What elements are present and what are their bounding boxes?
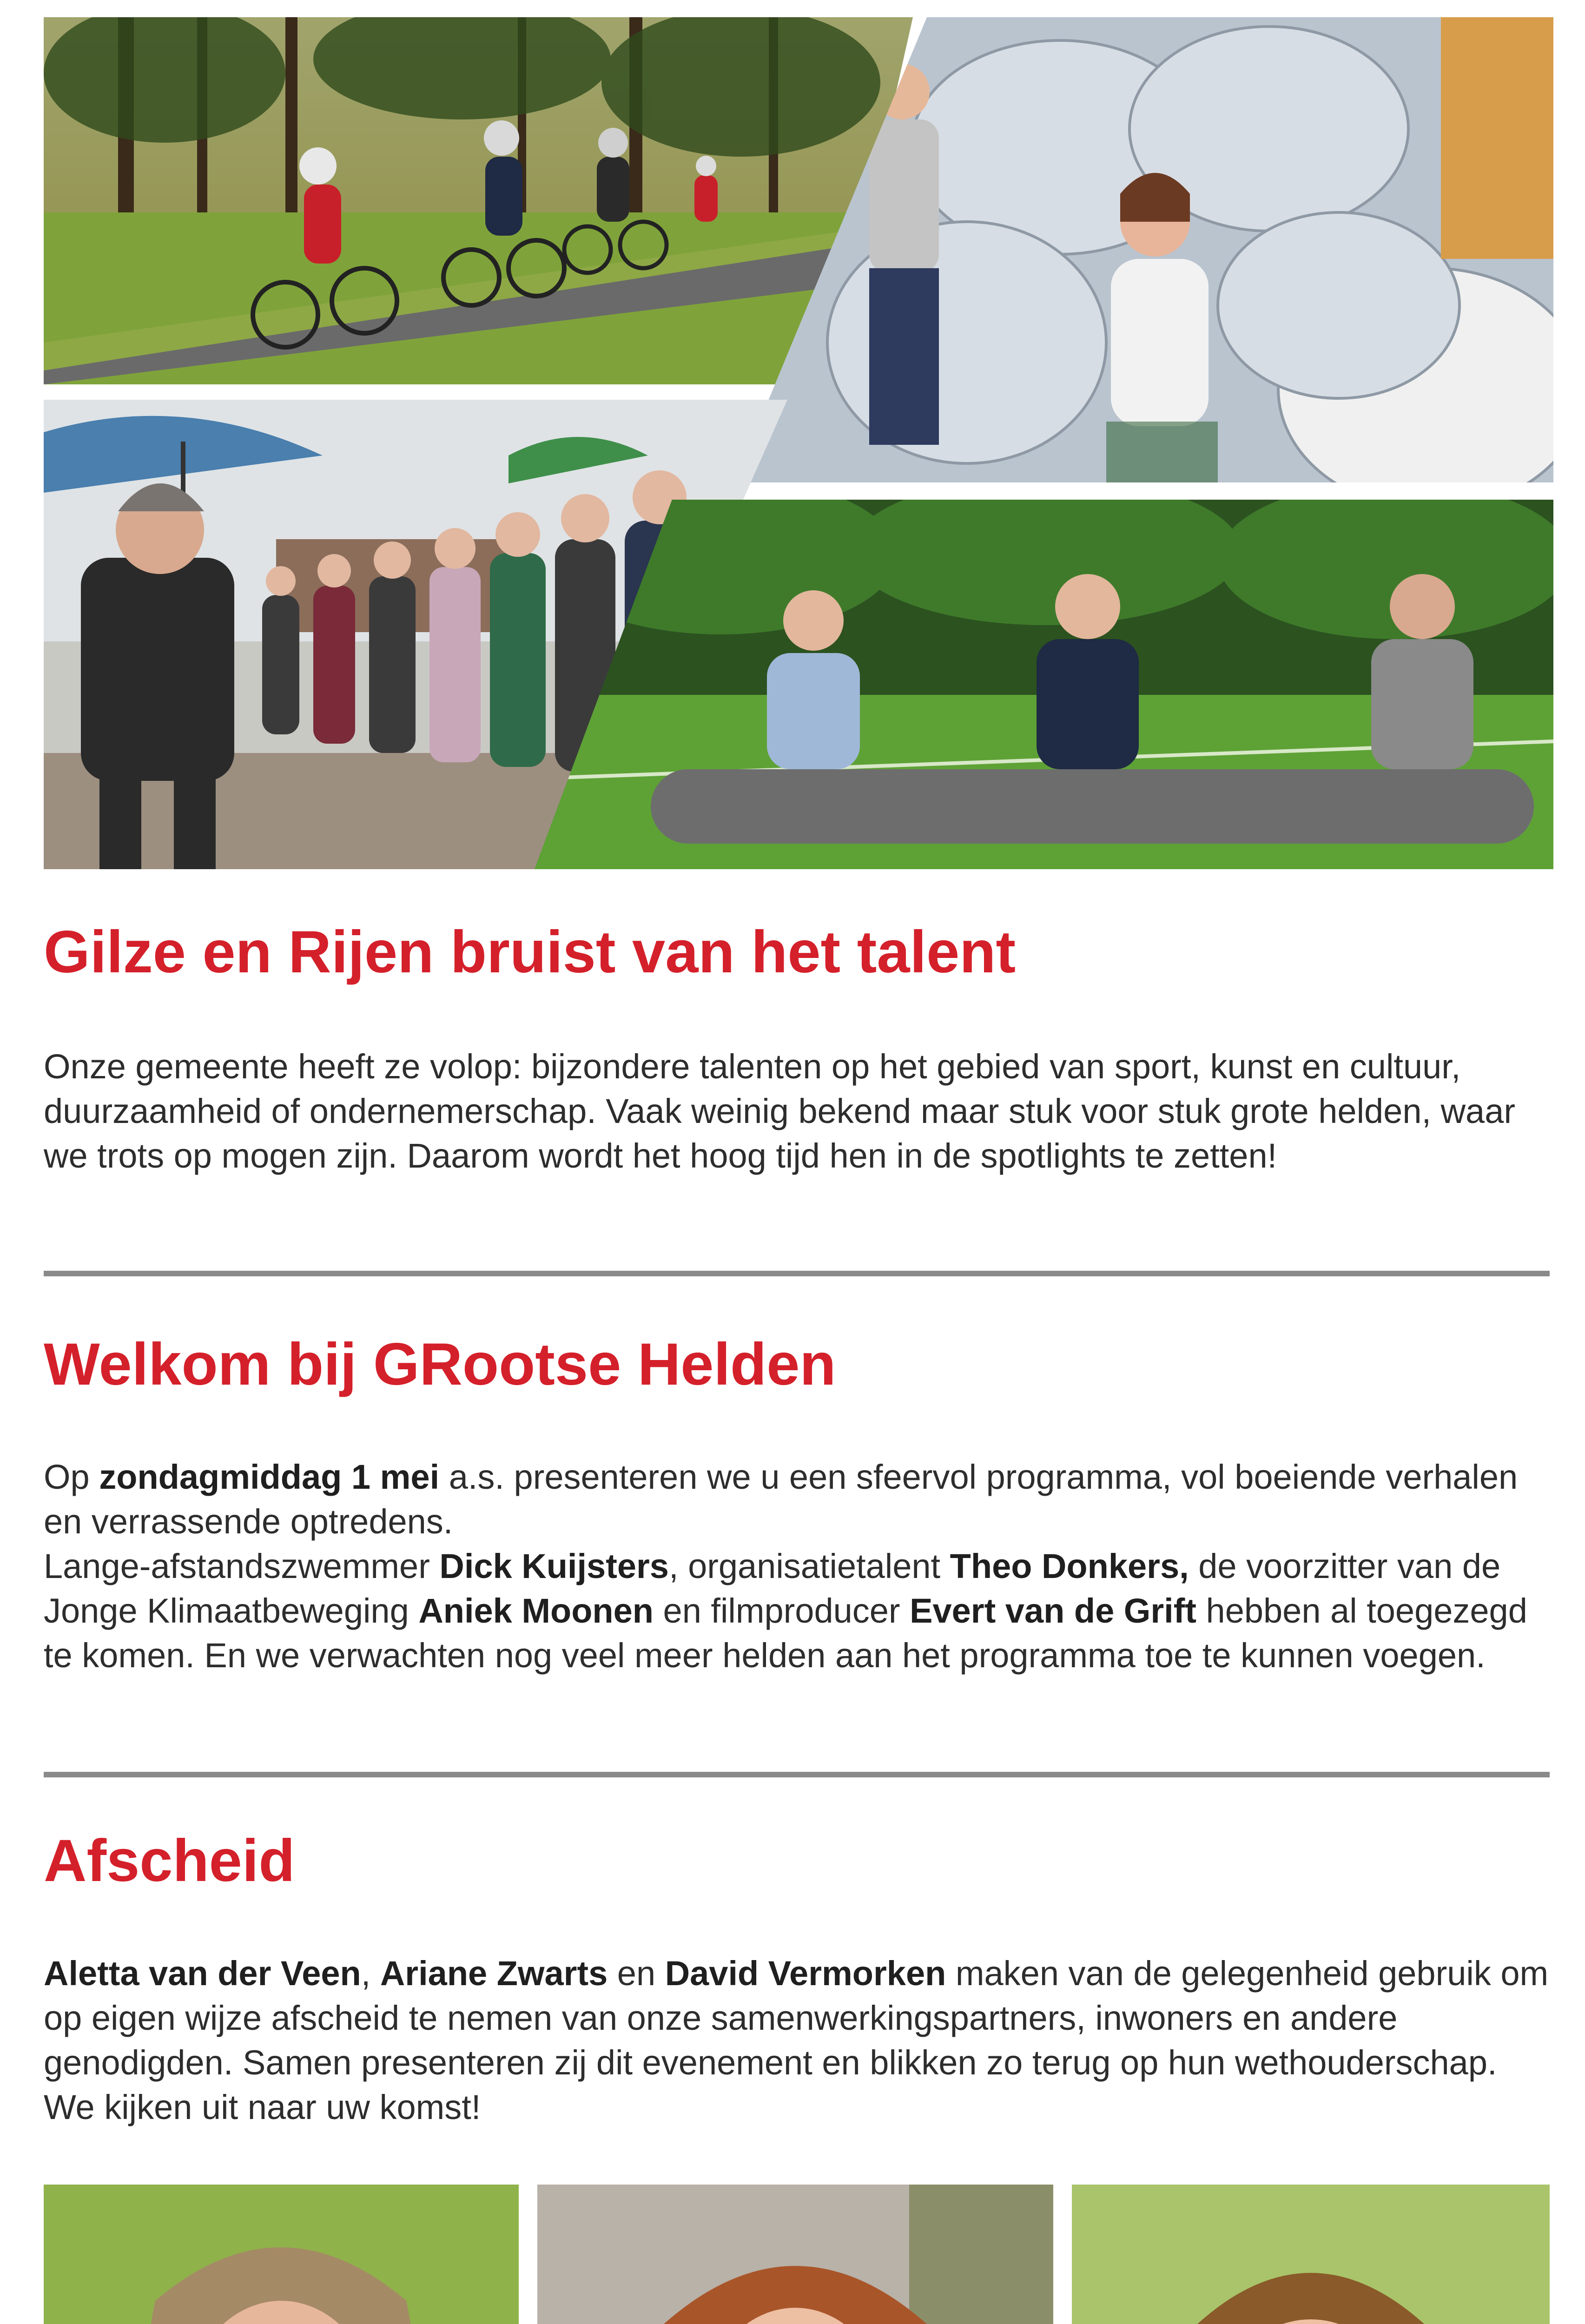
guest-name: Aniek Moonen xyxy=(418,1591,654,1630)
portrait-david xyxy=(1072,2185,1550,2324)
text-run: , organisatietalent xyxy=(668,1547,950,1585)
text-run: de voorzitter van de Jonge Klimaatbeweging xyxy=(44,1547,1501,1630)
intro-section xyxy=(44,918,1550,986)
intro-text: Onze gemeente heeft ze volop: bijzondere talenten op het gebied van sport, kunst en cultuur, duurzaamheid of ondernemerschap. Vaak weinig bekend maar stuk voor stuk grote helden, waar we trots op mogen zijn. Daarom wordt het hoog tijd hen in de spotlights te zetten! xyxy=(44,1047,1515,1175)
intro-text-block xyxy=(44,1044,1550,1178)
event-date: zondagmiddag 1 mei xyxy=(99,1458,440,1496)
farewell-paragraph xyxy=(44,1951,1550,2130)
text-run: Lange-afstandszwemmer xyxy=(44,1547,440,1585)
alderman-name: Aletta van der Veen xyxy=(44,1954,361,1993)
welcome-title: Welkom bij GRootse Helden xyxy=(44,1331,836,1398)
text-run: hebben al toegezegd te komen. En we verwachten nog veel meer helden aan het programma toe te kunnen voegen. xyxy=(44,1591,1527,1675)
farewell-section xyxy=(44,1827,1550,1895)
cyclists-photo xyxy=(44,17,913,384)
text-run: Op xyxy=(44,1458,99,1496)
guest-name: Evert van de Grift xyxy=(910,1591,1196,1630)
portrait-aletta xyxy=(44,2185,519,2324)
sports-field-photo xyxy=(535,500,1553,869)
welcome-text-block xyxy=(44,1455,1550,1678)
text-run: maken van de gelegenheid gebruik om op eigen wijze afscheid te nemen van onze samenwerkingspartners, inwoners en andere genodigden. Samen presenteren zij dit evenement en blikken zo terug op hun wethouderschap. We kijken uit naar uw komst! xyxy=(44,1954,1549,2126)
guest-name: Theo Donkers, xyxy=(950,1547,1189,1585)
alderman-name: Ariane Zwarts xyxy=(380,1954,608,1993)
intro-title: Gilze en Rijen bruist van het talent xyxy=(44,919,1016,985)
section-divider xyxy=(44,1772,1550,1777)
welcome-paragraph-1 xyxy=(44,1455,1550,1544)
text-run: en xyxy=(608,1954,665,1993)
portrait-row xyxy=(44,2185,1550,2324)
text-run: , xyxy=(361,1954,380,1993)
welcome-paragraph-2 xyxy=(44,1544,1550,1678)
guest-name: Dick Kuijsters xyxy=(439,1547,669,1585)
text-run: en filmproducer xyxy=(654,1591,910,1630)
portrait-ariane xyxy=(537,2185,1053,2324)
photo-collage xyxy=(0,0,1585,883)
farewell-title: Afscheid xyxy=(44,1828,295,1894)
welcome-section xyxy=(44,1330,1550,1399)
text-run: a.s. presenteren we u een sfeervol programma, vol boeiende verhalen en verrassende optredens. xyxy=(44,1458,1518,1541)
section-divider xyxy=(44,1271,1550,1276)
alderman-name: David Vermorken xyxy=(665,1954,946,1993)
farewell-text-block xyxy=(44,1951,1550,2130)
